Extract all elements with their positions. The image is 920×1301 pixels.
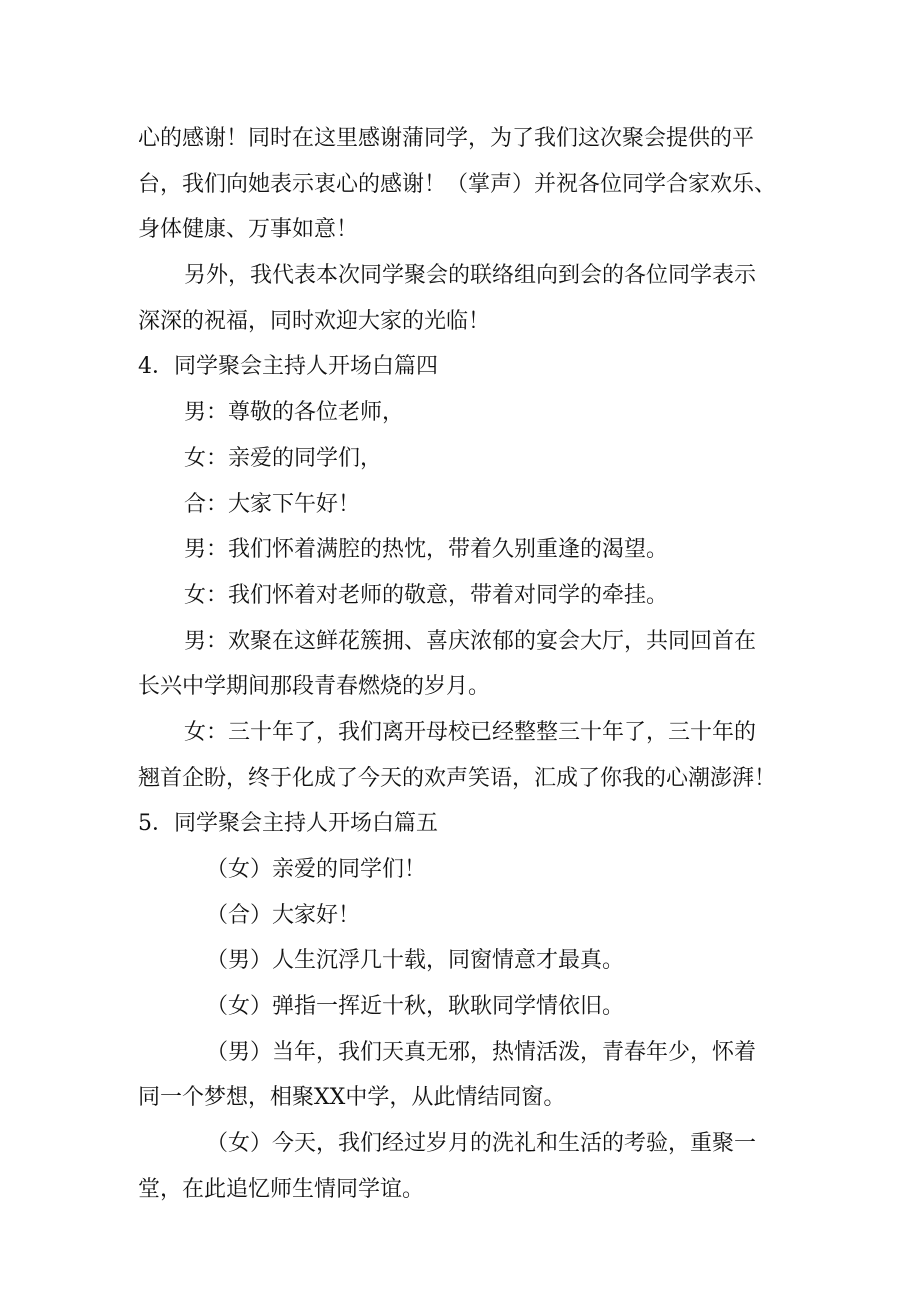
body-line: 身体健康、万事如意！: [138, 217, 359, 243]
dialogue-line-continuation: 长兴中学期间那段青春燃烧的岁月。: [138, 674, 491, 700]
dialogue-line: （男）当年，我们天真无邪，热情活泼，青春年少，怀着: [206, 1039, 757, 1065]
body-line: 台，我们向她表示衷心的感谢！（掌声）并祝各位同学合家欢乐、: [138, 171, 777, 197]
dialogue-line-continuation: 堂，在此追忆师生情同学谊。: [138, 1176, 425, 1202]
body-line: 另外，我代表本次同学聚会的联络组向到会的各位同学表示: [184, 263, 757, 289]
document-body: [138, 116, 788, 1213]
dialogue-line: 男：尊敬的各位老师，: [184, 400, 405, 426]
dialogue-line: 女：亲爱的同学们，: [184, 445, 383, 471]
dialogue-line-continuation: 翘首企盼，终于化成了今天的欢声笑语，汇成了你我的心潮澎湃！: [138, 765, 777, 791]
dialogue-line: （女）今天，我们经过岁月的洗礼和生活的考验，重聚一: [206, 1131, 757, 1157]
dialogue-line: （女）弹指一挥近十秋，耿耿同学情依旧。: [206, 994, 625, 1020]
dialogue-line: 女：三十年了，我们离开母校已经整整三十年了，三十年的: [184, 719, 757, 745]
dialogue-line: （男）人生沉浮几十载，同窗情意才最真。: [206, 948, 625, 974]
dialogue-line: 女：我们怀着对老师的敬意，带着对同学的牵挂。: [184, 582, 669, 608]
dialogue-line: （女）亲爱的同学们！: [206, 857, 427, 882]
dialogue-line: （合）大家好！: [206, 902, 361, 928]
dialogue-line: 男：我们怀着满腔的热忱，带着久别重逢的渴望。: [184, 537, 669, 563]
body-line: 心的感谢！同时在这里感谢蒲同学，为了我们这次聚会提供的平: [138, 126, 755, 151]
body-line: 深深的祝福，同时欢迎大家的光临！: [138, 308, 491, 334]
dialogue-line: 男：欢聚在这鲜花簇拥、喜庆浓郁的宴会大厅，共同回首在: [184, 628, 757, 654]
section-heading-4: 4．同学聚会主持人开场白篇四: [138, 354, 438, 380]
dialogue-line: 合：大家下午好！: [184, 491, 361, 517]
section-heading-5: 5．同学聚会主持人开场白篇五: [138, 811, 438, 837]
dialogue-line-continuation: 同一个梦想，相聚XX中学，从此情结同窗。: [138, 1085, 566, 1111]
